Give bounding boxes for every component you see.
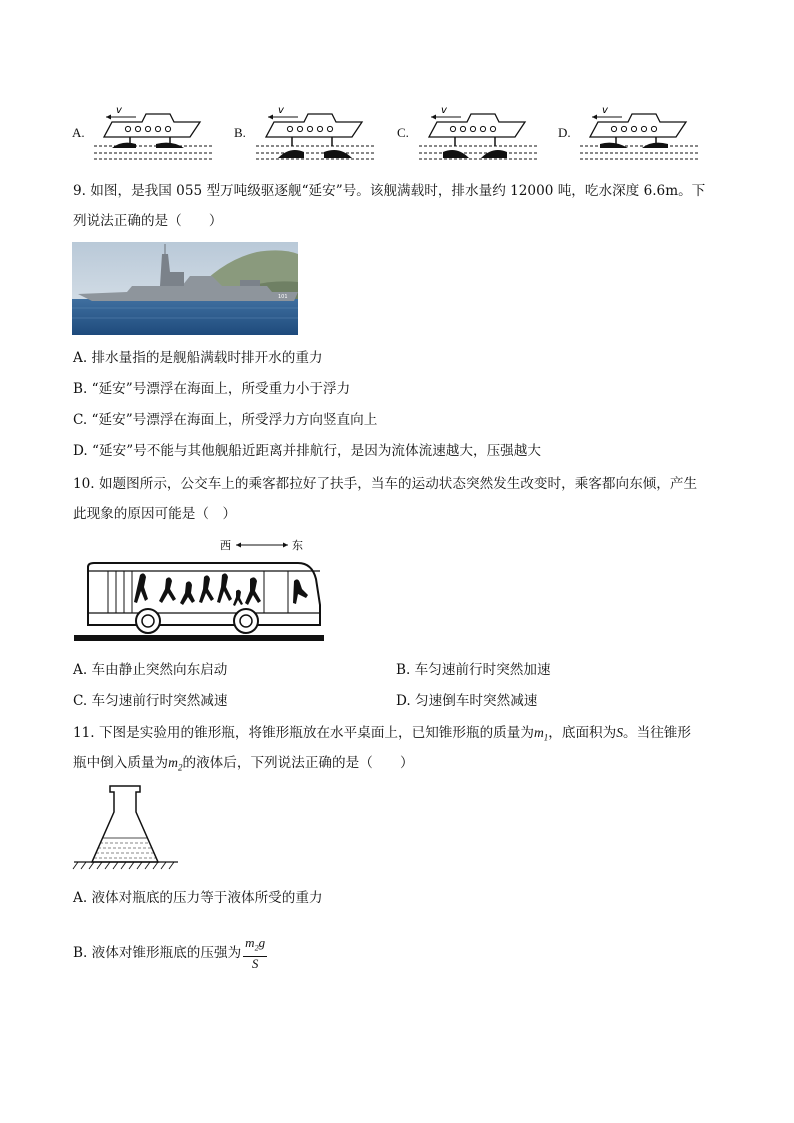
q10-stem-line2: 此现象的原因可能是（ ） bbox=[73, 506, 237, 522]
q11-flask-figure bbox=[72, 782, 184, 878]
q11-text: 11. 下图是实验用的锥形瓶，将锥形瓶放在水平桌面上，已知锥形瓶的质量为 bbox=[73, 725, 534, 741]
q11-text: 的液体后，下列说法正确的是（ ） bbox=[182, 755, 414, 771]
q10-bus-figure bbox=[74, 535, 324, 647]
q9-option-d: D. “延安”号不能与其他舰船近距离并排航行，是因为流体流速越大，压强越大 bbox=[73, 443, 541, 459]
velocity-label: v bbox=[278, 105, 284, 116]
m1-symbol: $m_1$ bbox=[533, 725, 549, 743]
q8-option-a-figure bbox=[92, 100, 214, 166]
q8-option-b-figure bbox=[254, 100, 376, 166]
q11-stem-line1 bbox=[73, 725, 691, 746]
q11-text: 。当往锥形 bbox=[623, 725, 691, 741]
velocity-label: v bbox=[441, 105, 447, 116]
q9-warship-photo bbox=[72, 242, 298, 335]
q10-option-a: A. 车由静止突然向东启动 bbox=[73, 662, 228, 678]
pressure-fraction: $\frac{m_2g}{S}$ bbox=[245, 935, 266, 971]
q8-option-a-label: A. bbox=[72, 125, 85, 140]
q9-stem-line1: 9. 如图，是我国 055 型万吨级驱逐舰“延安”号。该舰满载时，排水量约 12000 吨，吃水深度 6.6m。下 bbox=[73, 183, 706, 199]
q8-option-c-label: C. bbox=[397, 125, 409, 140]
q11-text: ，底面积为 bbox=[548, 725, 617, 741]
q11-stem-line2 bbox=[73, 755, 414, 776]
east-label: 东 bbox=[292, 539, 303, 552]
q9-option-a: A. 排水量指的是舰船满载时排开水的重力 bbox=[73, 350, 323, 366]
q8-option-d-label: D. bbox=[558, 125, 571, 140]
q11-option-b bbox=[73, 936, 267, 971]
west-label: 西 bbox=[220, 539, 231, 552]
svg-text:101: 101 bbox=[278, 294, 288, 300]
q10-option-b: B. 车匀速前行时突然加速 bbox=[396, 662, 551, 678]
q9-option-c: C. “延安”号漂浮在海面上，所受浮力方向竖直向上 bbox=[73, 412, 378, 428]
velocity-label: v bbox=[116, 105, 122, 116]
q11-text: 瓶中倒入质量为 bbox=[73, 755, 169, 771]
area-symbol: S bbox=[616, 725, 624, 740]
m2-symbol: $m_2$ bbox=[168, 755, 183, 773]
q8-option-c-figure bbox=[417, 100, 539, 166]
q8-option-d-figure bbox=[578, 100, 700, 166]
q10-option-d: D. 匀速倒车时突然减速 bbox=[396, 693, 538, 709]
q11-option-a: A. 液体对瓶底的压力等于液体所受的重力 bbox=[73, 890, 323, 906]
q9-stem-line2: 列说法正确的是（ ） bbox=[73, 213, 223, 229]
velocity-label: v bbox=[602, 105, 608, 116]
q9-option-b: B. “延安”号漂浮在海面上，所受重力小于浮力 bbox=[73, 381, 351, 397]
q8-option-b-label: B. bbox=[234, 125, 246, 140]
q11-option-b-text: B. 液体对锥形瓶底的压强为 bbox=[73, 944, 242, 961]
q10-option-c: C. 车匀速前行时突然减速 bbox=[73, 693, 228, 709]
q10-stem-line1: 10. 如题图所示，公交车上的乘客都拉好了扶手，当车的运动状态突然发生改变时，乘客都向东倾，产生 bbox=[73, 476, 698, 492]
